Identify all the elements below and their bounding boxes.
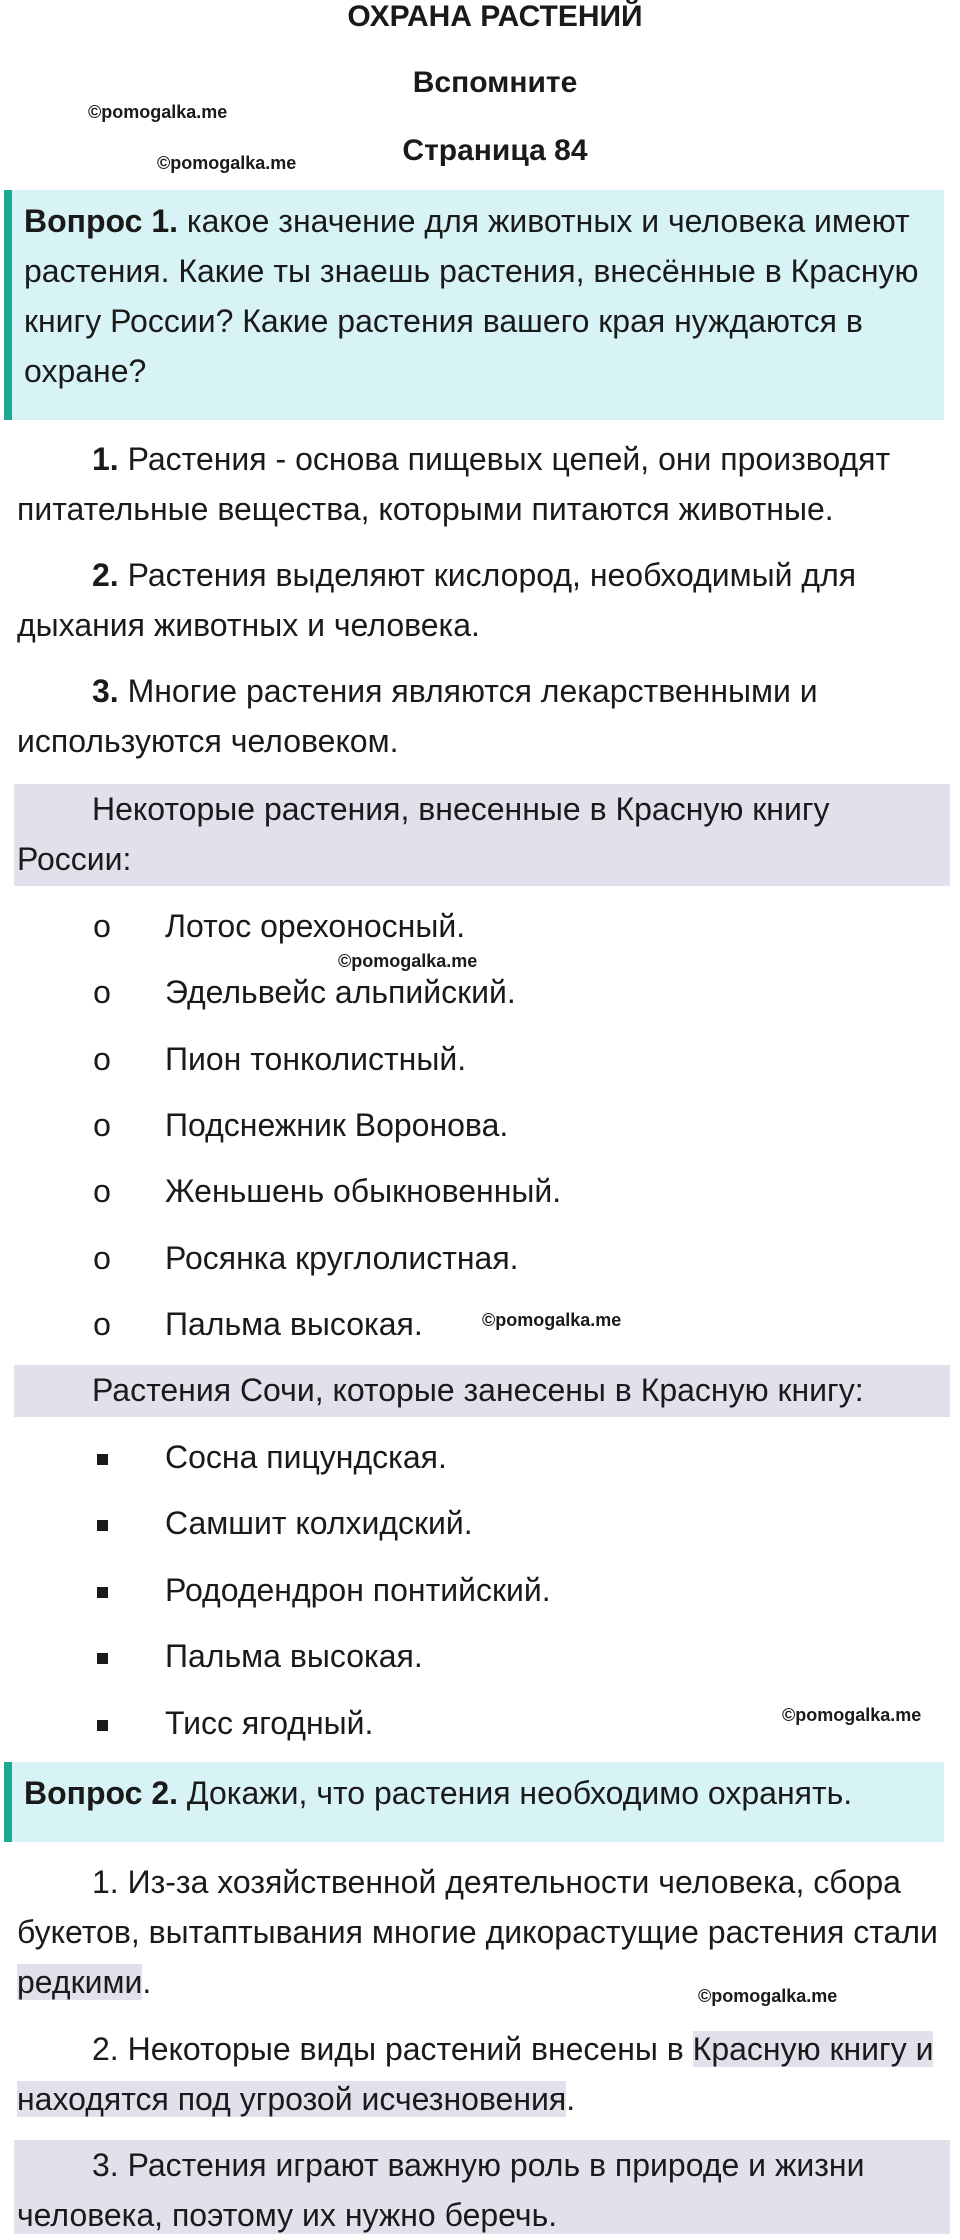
list-item: Пальма высокая. xyxy=(0,1631,960,1681)
answer-2-2: 2. Некоторые виды растений внесены в Красную книгу и находятся под угрозой исчезновения. xyxy=(17,2031,934,2117)
list-item: o Лотос орехоносный. xyxy=(93,908,466,944)
list-item: o Пальма высокая. xyxy=(93,1306,423,1342)
list-item: Рододендрон понтийский. xyxy=(0,1565,960,1615)
list-item: Тисс ягодный. xyxy=(0,1698,960,1748)
sochi-intro: Растения Сочи, которые занесены в Красную книгу: xyxy=(14,1365,950,1417)
question-1-box xyxy=(4,190,944,420)
page-number: Страница 84 xyxy=(402,134,588,167)
watermark: ©pomogalka.me xyxy=(157,153,297,173)
page-title: ОХРАНА РАСТЕНИЙ xyxy=(347,0,643,33)
watermark: ©pomogalka.me xyxy=(782,1705,922,1725)
question-1-text: какое значение для животных и человека имеют растения. Какие ты знаешь растения, внесённые в Красную книгу России? Какие растения вашего края нуждаются в охране? xyxy=(24,203,919,389)
question-2-label: Вопрос 2. xyxy=(24,1775,179,1811)
answer-2-3: 3. Растения играют важную роль в природе и жизни человека, поэтому их нужно беречь. xyxy=(14,2140,950,2234)
section-subtitle: Вспомните xyxy=(412,66,578,99)
bullet-square-icon xyxy=(97,1653,108,1664)
answer-1-1: 1. Растения - основа пищевых цепей, они производят питательные вещества, которыми питаются животные. xyxy=(17,441,891,527)
watermark: ©pomogalka.me xyxy=(482,1310,622,1330)
answer-2-1: 1. Из-за хозяйственной деятельности человека, сбора букетов, вытаптывания многие дикорастущие растения стали редкими. xyxy=(17,1864,938,2000)
question-2-text: Докажи, что растения необходимо охранять. xyxy=(178,1775,853,1811)
answer-1-3: 3. Многие растения являются лекарственными и используются человеком. xyxy=(17,673,818,759)
list-item: o Женьшень обыкновенный. xyxy=(93,1173,562,1209)
bullet-square-icon xyxy=(97,1720,108,1731)
watermark: ©pomogalka.me xyxy=(698,1986,838,2006)
list-item: Самшит колхидский. xyxy=(0,1498,960,1548)
watermark: ©pomogalka.me xyxy=(338,951,478,971)
answer-1-2: 2. Растения выделяют кислород, необходимый для дыхания животных и человека. xyxy=(17,557,857,643)
red-book-intro: Некоторые растения, внесенные в Красную книгу России: xyxy=(14,784,950,886)
bullet-square-icon xyxy=(97,1587,108,1598)
list-item: o Эдельвейс альпийский. xyxy=(93,974,516,1010)
list-item: o Подснежник Воронова. xyxy=(93,1107,509,1143)
bullet-square-icon xyxy=(97,1454,108,1465)
bullet-square-icon xyxy=(97,1520,108,1531)
question-1-label: Вопрос 1. xyxy=(24,203,179,239)
list-item: Сосна пицундская. xyxy=(0,1432,960,1482)
list-item: o Росянка круглолистная. xyxy=(93,1240,519,1276)
watermark: ©pomogalka.me xyxy=(88,102,228,122)
list-item: o Пион тонколистный. xyxy=(93,1041,467,1077)
question-2-box xyxy=(4,1762,944,1842)
